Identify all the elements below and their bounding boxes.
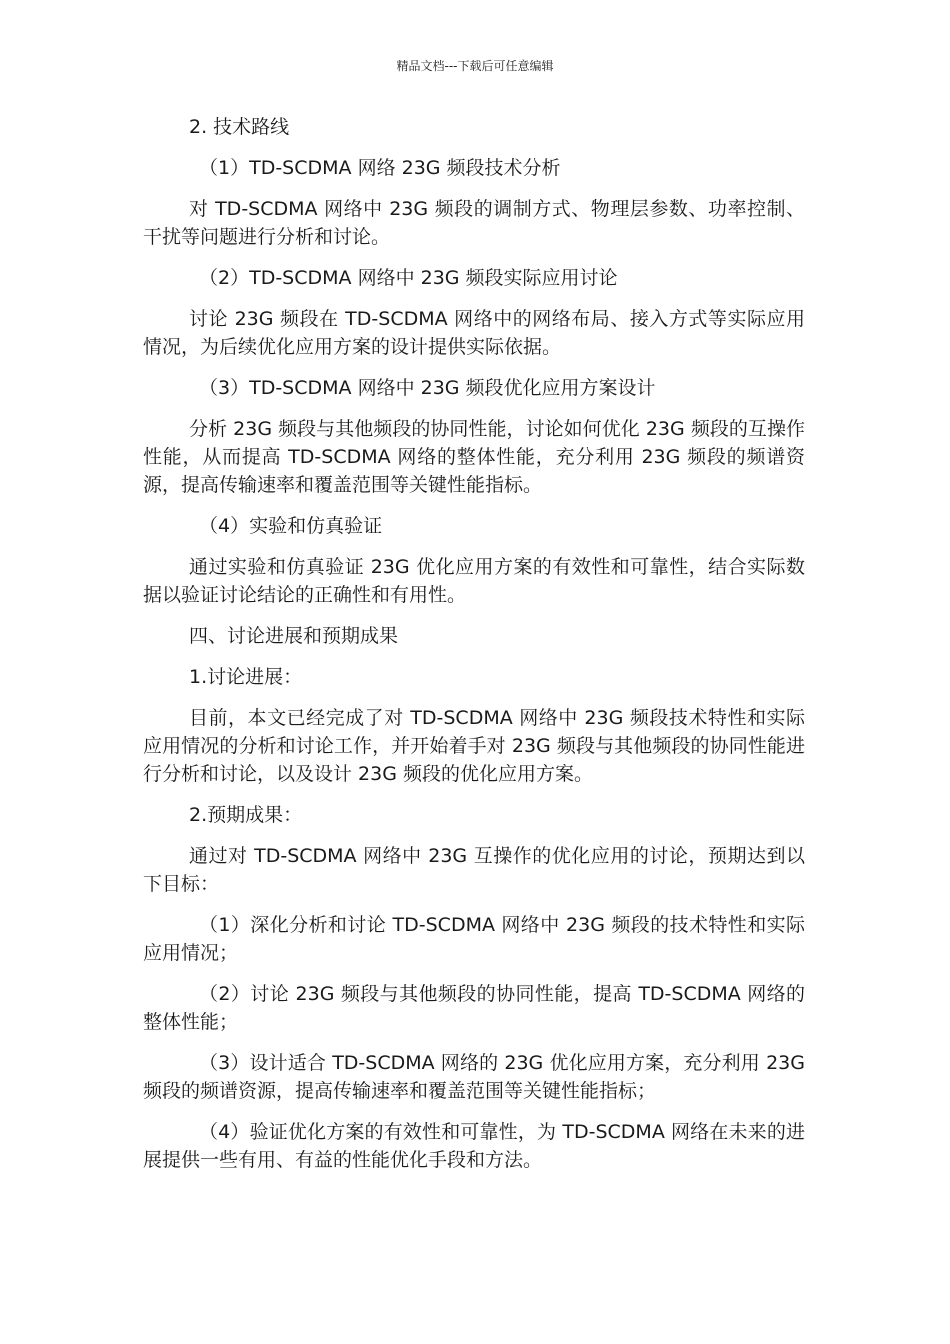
paragraph-3: 分析 23G 频段与其他频段的协同性能，讨论如何优化 23G 频段的互操作性能，从而提高 TD-SCDMA 网络的整体性能，充分利用 23G 频段的频谱资源，提高传输速率和覆盖范围等关键性能指标。 — [143, 418, 805, 496]
subheading-3: （3）TD-SCDMA 网络中 23G 频段优化应用方案设计 — [199, 377, 656, 399]
paragraph-progress: 目前，本文已经完成了对 TD-SCDMA 网络中 23G 频段技术特性和实际应用情况的分析和讨论工作，并开始着手对 23G 频段与其他频段的协同性能进行分析和讨论，以及设计 23G 频段的优化应用方案。 — [143, 707, 805, 785]
paragraph-2: 讨论 23G 频段在 TD-SCDMA 网络中的网络布局、接入方式等实际应用情况，为后续优化应用方案的设计提供实际依据。 — [143, 308, 805, 358]
goal-item-2: （2）讨论 23G 频段与其他频段的协同性能，提高 TD-SCDMA 网络的整体性能； — [143, 983, 805, 1033]
section-heading-progress: 四、讨论进展和预期成果 — [189, 625, 399, 647]
subheading-1: （1）TD-SCDMA 网络 23G 频段技术分析 — [199, 157, 561, 179]
paragraph-4: 通过实验和仿真验证 23G 优化应用方案的有效性和可靠性，结合实际数据以验证讨论结论的正确性和有用性。 — [143, 556, 805, 606]
goal-item-4: （4）验证优化方案的有效性和可靠性，为 TD-SCDMA 网络在未来的进展提供一些有用、有益的性能优化手段和方法。 — [143, 1121, 805, 1171]
paragraph-expected: 通过对 TD-SCDMA 网络中 23G 互操作的优化应用的讨论，预期达到以下目标： — [143, 845, 805, 895]
goal-item-3: （3）设计适合 TD-SCDMA 网络的 23G 优化应用方案，充分利用 23G 频段的频谱资源，提高传输速率和覆盖范围等关键性能指标； — [143, 1052, 805, 1102]
goal-item-1: （1）深化分析和讨论 TD-SCDMA 网络中 23G 频段的技术特性和实际应用情况； — [143, 914, 805, 964]
subheading-expected: 2.预期成果： — [189, 804, 303, 826]
paragraph-1: 对 TD-SCDMA 网络中 23G 频段的调制方式、物理层参数、功率控制、干扰等问题进行分析和讨论。 — [143, 198, 805, 248]
subheading-4: （4）实验和仿真验证 — [199, 515, 383, 537]
subheading-progress: 1.讨论进展： — [189, 666, 303, 688]
subheading-2: （2）TD-SCDMA 网络中 23G 频段实际应用讨论 — [199, 267, 618, 289]
page-header: 精品文档---下载后可任意编辑 — [396, 59, 554, 73]
document-body — [143, 113, 805, 1187]
section-heading-tech-route: 2. 技术路线 — [189, 116, 290, 138]
